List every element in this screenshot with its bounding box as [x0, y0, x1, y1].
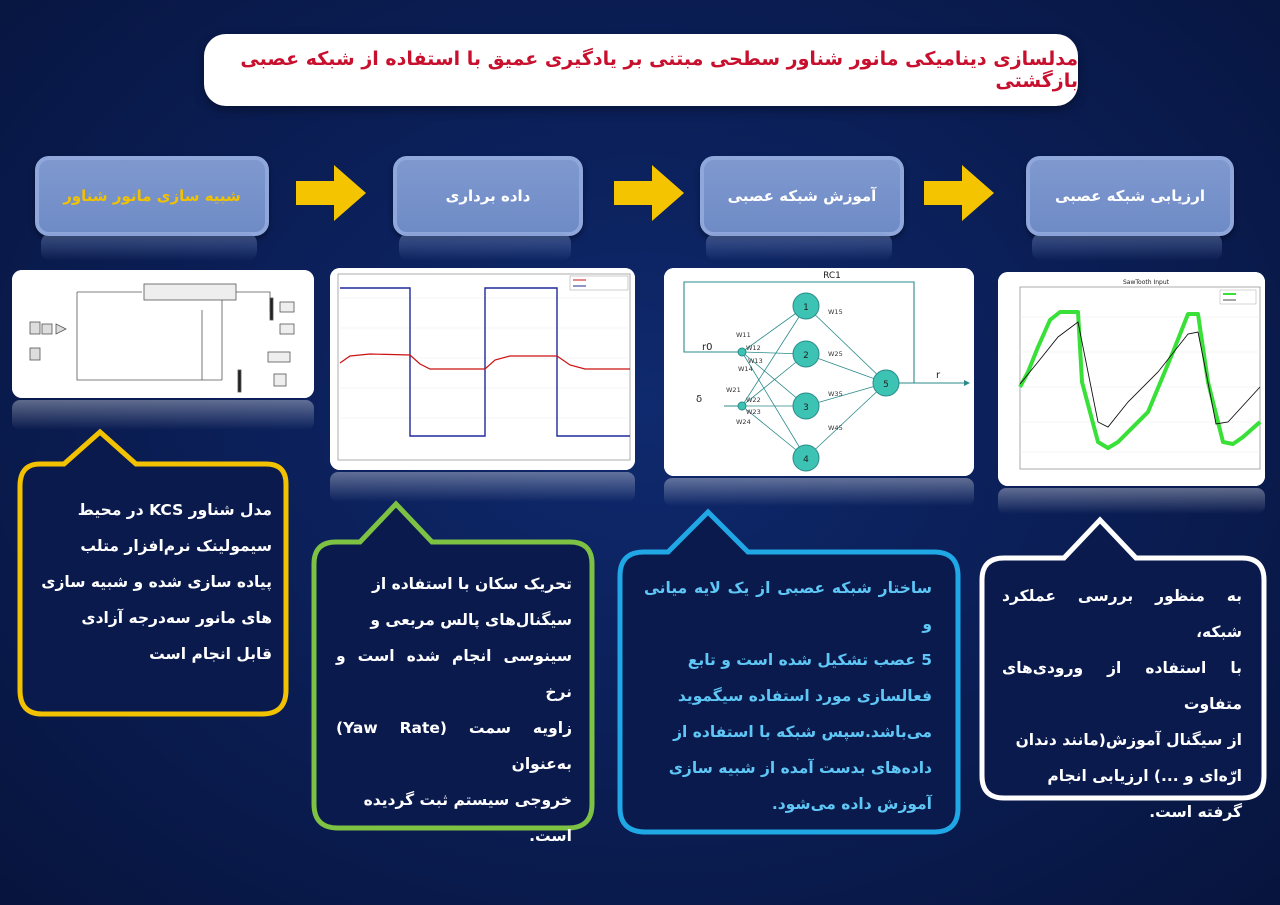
- weight-label: W23: [746, 408, 761, 416]
- main-title: مدلسازی دینامیکی مانور شناور سطحی مبتنی بر یادگیری عمیق با استفاده از شبکه عصبی بازگشتی: [240, 48, 1078, 92]
- flow-arrow-icon: [924, 165, 994, 221]
- step-label: ارزیابی شبکه عصبی: [1055, 187, 1205, 205]
- weight-label: W13: [748, 357, 763, 365]
- image-reflection: [664, 478, 974, 506]
- callout-line: گرفته است.: [1149, 803, 1242, 821]
- weight-label: W22: [746, 396, 761, 404]
- step-label: داده برداری: [445, 187, 531, 205]
- weight-label: W21: [726, 386, 741, 394]
- step-data-collection: [393, 156, 583, 236]
- node-label: 4: [803, 455, 809, 465]
- node-label: 1: [803, 303, 809, 313]
- callout-line: ارّه‌ای و ...) ارزیابی انجام: [1047, 767, 1242, 785]
- weight-label: W45: [828, 424, 843, 432]
- step-train-network: [700, 156, 904, 236]
- callout-data-collection: [308, 500, 598, 845]
- sawtooth-chart-title: SawTooth Input: [1123, 279, 1169, 286]
- callout-line: فعالسازی مورد استفاده سیگموید: [677, 687, 932, 705]
- flow-arrow-icon: [614, 165, 684, 221]
- node-label: 5: [883, 380, 889, 390]
- callout-line: می‌باشد.سپس شبکه با استفاده از: [673, 723, 932, 741]
- step-simulate-maneuver: [35, 156, 269, 236]
- input-label: r0: [702, 342, 713, 353]
- loop-label: RC1: [823, 271, 841, 281]
- callout-evaluation: [976, 516, 1270, 821]
- weight-label: W24: [736, 418, 751, 426]
- image-reflection: [998, 488, 1265, 514]
- step-reflection: [1032, 233, 1222, 261]
- weight-label: W11: [736, 331, 751, 339]
- callout-line: آموزش داده می‌شود.: [771, 795, 932, 813]
- callout-line: با استفاده از ورودی‌های متفاوت: [1002, 659, 1242, 713]
- flow-arrow-icon: [296, 165, 366, 221]
- callout-line: داده‌های بدست آمده از شبیه سازی: [668, 759, 932, 777]
- callout-line: مدل شناور KCS در محیط: [77, 501, 272, 519]
- callout-line: سیگنال‌های پالس مربعی و: [370, 611, 572, 629]
- weight-label: W35: [828, 390, 843, 398]
- weight-label: W12: [746, 344, 761, 352]
- callout-simulation: [14, 428, 292, 720]
- node-label: 3: [803, 403, 809, 413]
- neural-network-diagram: [664, 268, 974, 476]
- callout-line: به منظور بررسی عملکرد شبکه،: [1002, 587, 1242, 641]
- output-label: r: [936, 370, 941, 381]
- weight-label: W25: [828, 350, 843, 358]
- callout-line: 5 عصب تشکیل شده است و تابع: [687, 651, 932, 669]
- callout-line: است.: [529, 827, 572, 845]
- step-reflection: [41, 233, 257, 261]
- callout-line: سینوسی انجام شده است و نرخ: [336, 647, 572, 701]
- callout-line: تحریک سکان با استفاده از: [371, 575, 572, 593]
- step-reflection: [399, 233, 571, 261]
- callout-line: ساختار شبکه عصبی از یک لایه میانی و: [644, 579, 932, 633]
- callout-line: قابل انجام است: [149, 645, 272, 663]
- callout-line: خروجی سیستم ثبت گردیده: [363, 791, 572, 809]
- image-reflection: [12, 400, 314, 430]
- input-label: δ: [696, 394, 703, 405]
- step-reflection: [706, 233, 892, 261]
- callout-line: های مانور سه‌درجه آزادی: [81, 609, 272, 627]
- pulse-response-plot: [330, 268, 635, 470]
- node-label: 2: [803, 351, 809, 361]
- callout-line: پیاده سازی شده و شبیه سازی: [41, 573, 272, 591]
- image-reflection: [330, 472, 635, 502]
- step-label: شبیه سازی مانور شناور: [63, 187, 241, 205]
- callout-line: سیمولینک نرم‌افزار متلب: [80, 537, 272, 555]
- callout-training: [614, 508, 964, 838]
- callout-line: از سیگنال آموزش(مانند دندان: [1015, 731, 1242, 749]
- step-evaluate-network: [1026, 156, 1234, 236]
- callout-line: زاویه سمت (Yaw Rate) به‌عنوان: [336, 719, 572, 773]
- weight-label: W14: [738, 365, 753, 373]
- sawtooth-evaluation-plot: [998, 272, 1265, 486]
- step-label: آموزش شبکه عصبی: [727, 187, 877, 205]
- main-title-box: [204, 34, 1078, 106]
- simulink-model-image: [12, 270, 314, 398]
- weight-label: W15: [828, 308, 843, 316]
